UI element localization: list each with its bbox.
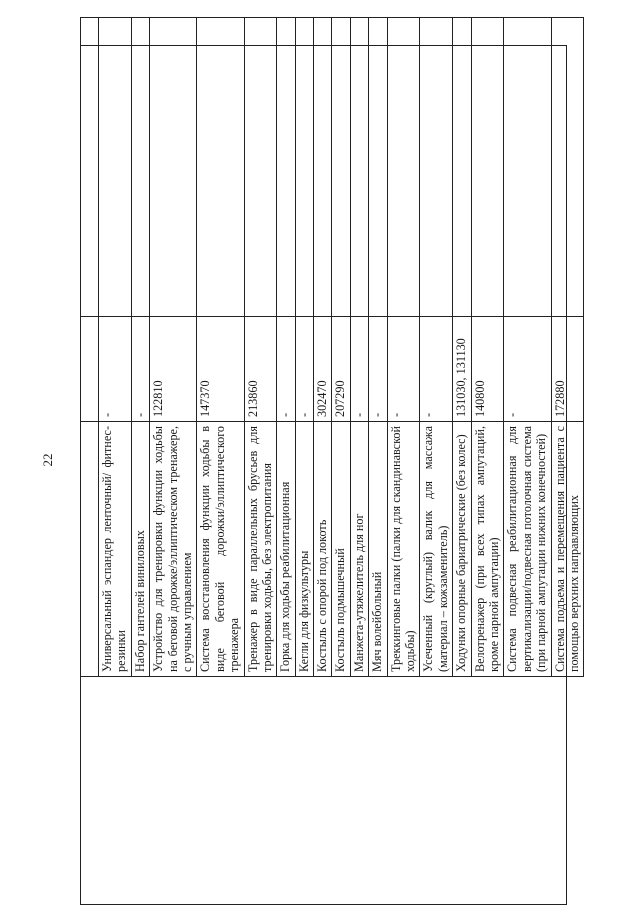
item-name: Набор гантелей виниловых <box>131 422 149 677</box>
equipment-table <box>80 17 584 677</box>
item-code: - <box>99 317 132 422</box>
table-row <box>314 18 332 677</box>
item-code: - <box>369 317 387 422</box>
item-name: Система подъема и перемещения пациента с помощью верхних направляющих <box>551 422 584 677</box>
item-extra <box>295 18 313 317</box>
item-name: Костыль с опорой под локоть <box>314 422 332 677</box>
table-row <box>453 18 471 677</box>
table-row <box>387 18 420 677</box>
item-code: - <box>387 317 420 422</box>
item-name: Мяч волейбольный <box>369 422 387 677</box>
page-number: 22 <box>40 453 55 467</box>
item-code: 213860 <box>244 317 277 422</box>
item-name: Ходунки опорные бариатрические (без колес) <box>453 422 471 677</box>
table-row <box>369 18 387 677</box>
item-name: Треккинговые палки (палки для скандинавской ходьбы) <box>387 422 420 677</box>
rotated-table-sheet <box>60 45 580 905</box>
table-row <box>244 18 277 677</box>
item-extra <box>420 18 453 317</box>
item-name: Манжета-утяжелитель для ног <box>350 422 368 677</box>
item-code: - <box>277 317 295 422</box>
item-extra <box>244 18 277 317</box>
table-row <box>197 18 244 677</box>
item-name: Тренажер в виде параллельных брусьев для тренировки ходьбы, без электропитания <box>244 422 277 677</box>
item-extra <box>387 18 420 317</box>
item-name: Кегли для физкультуры <box>295 422 313 677</box>
item-extra <box>150 18 197 317</box>
item-extra <box>277 18 295 317</box>
item-code: - <box>420 317 453 422</box>
item-extra <box>314 18 332 317</box>
table-row <box>350 18 368 677</box>
table-row <box>150 18 197 677</box>
item-name: Велотренажер (при всех типах ампутаций, кроме парной ампутации) <box>471 422 504 677</box>
table-row <box>277 18 295 677</box>
table-row-spacer <box>81 18 99 677</box>
table-empty-left-column <box>80 676 567 905</box>
table-row <box>504 18 551 677</box>
table-row <box>471 18 504 677</box>
item-extra <box>197 18 244 317</box>
item-name: Устройство для тренировки функции ходьбы на беговой дорожке/эллиптическом тренажере, с ручным управлением <box>150 422 197 677</box>
item-code: 302470 <box>314 317 332 422</box>
item-extra <box>504 18 551 317</box>
item-name: Универсальный эспандер ленточный/ фитнес-резинки <box>99 422 132 677</box>
item-code: - <box>350 317 368 422</box>
item-name: Усеченный (круглый) валик для массажа (материал – кожзаменитель) <box>420 422 453 677</box>
item-name: Система подвесная реабилитационная для вертикализации/подвесная потолочная система (при парной ампутации нижних конечностей) <box>504 422 551 677</box>
item-name: Система восстановления функции ходьбы в виде беговой дорожки/эллиптического тренажера <box>197 422 244 677</box>
item-extra <box>453 18 471 317</box>
item-extra <box>471 18 504 317</box>
item-name: Костыль подмышечный <box>332 422 350 677</box>
item-code: - <box>131 317 149 422</box>
item-code: - <box>504 317 551 422</box>
item-code: - <box>295 317 313 422</box>
table-row <box>295 18 313 677</box>
table-row <box>332 18 350 677</box>
item-code: 172880 <box>551 317 584 422</box>
item-extra <box>99 18 132 317</box>
item-extra <box>369 18 387 317</box>
item-name: Горка для ходьбы реабилитационная <box>277 422 295 677</box>
item-code: 122810 <box>150 317 197 422</box>
table-row <box>420 18 453 677</box>
item-code: 131030, 131130 <box>453 317 471 422</box>
item-extra <box>551 18 584 317</box>
item-code: 147370 <box>197 317 244 422</box>
table-row <box>551 18 584 677</box>
item-extra <box>131 18 149 317</box>
item-code: 207290 <box>332 317 350 422</box>
item-code: 140800 <box>471 317 504 422</box>
item-extra <box>350 18 368 317</box>
item-extra <box>332 18 350 317</box>
table-row <box>99 18 132 677</box>
table-row <box>131 18 149 677</box>
